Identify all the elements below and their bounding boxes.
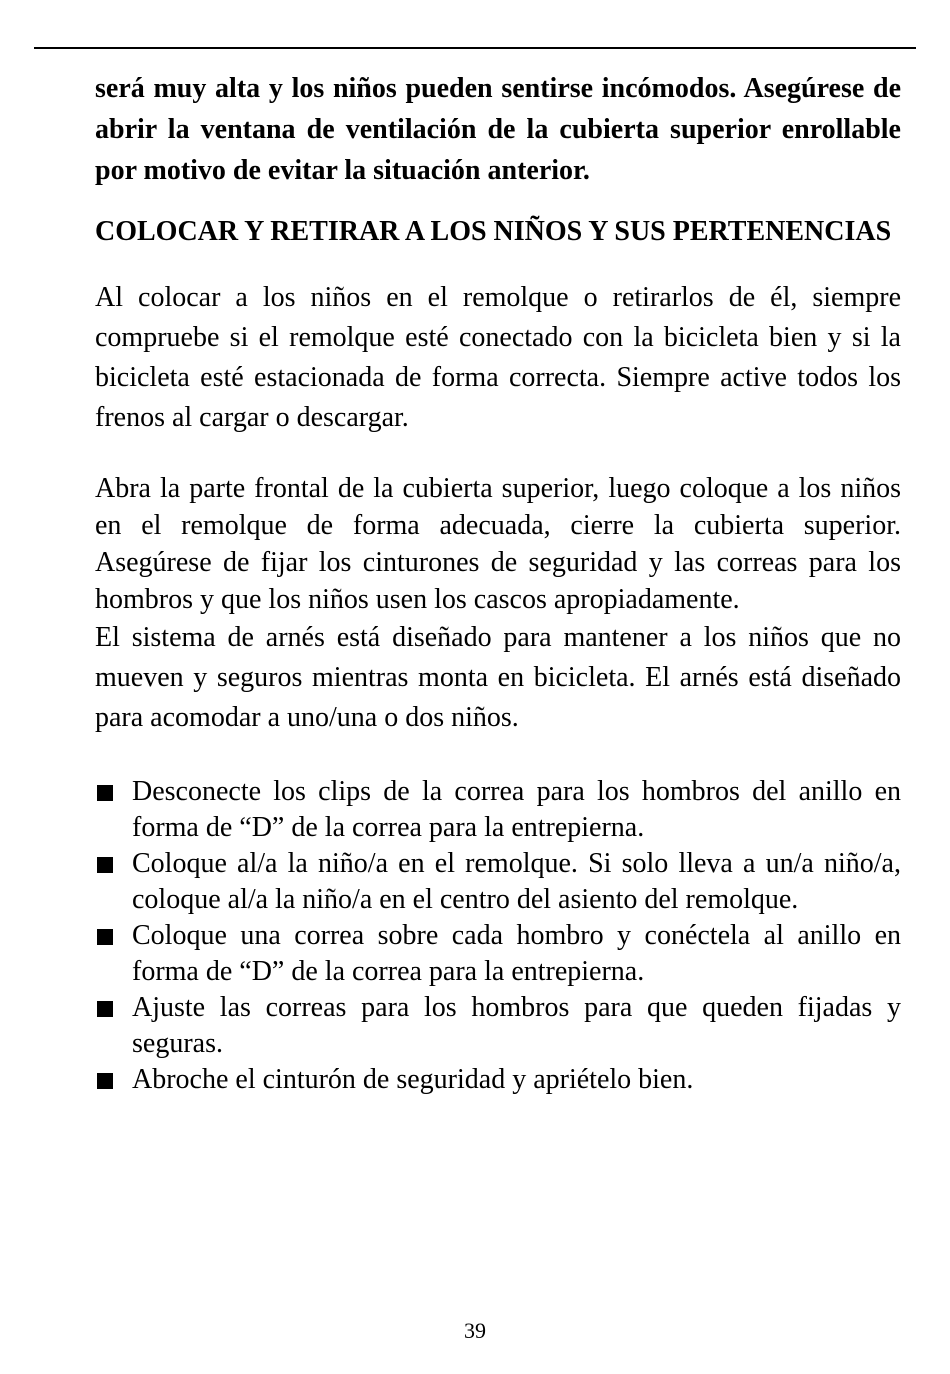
- list-item-text: Desconecte los clips de la correa para los hombros del anillo en forma de “D” de la correa para la entrepierna.: [132, 776, 901, 843]
- list-item-text: Coloque al/a la niño/a en el remolque. Si solo lleva a un/a niño/a, coloque al/a la niño/a en el centro del asiento del remolque.: [132, 848, 901, 915]
- list-item-text: Ajuste las correas para los hombros para que queden fijadas y seguras.: [132, 992, 901, 1059]
- square-bullet-icon: [97, 857, 113, 873]
- square-bullet-icon: [97, 1001, 113, 1017]
- list-item: [95, 774, 901, 846]
- list-item: [95, 1062, 901, 1098]
- square-bullet-icon: [97, 929, 113, 945]
- page-content: [95, 68, 901, 1098]
- body-paragraph: El sistema de arnés está diseñado para mantener a los niños que no mueven y seguros mientras monta en bicicleta. El arnés está diseñado para acomodar a uno/una o dos niños.: [95, 622, 901, 733]
- page-number: 39: [464, 1318, 486, 1343]
- body-paragraph: Al colocar a los niños en el remolque o retirarlos de él, siempre compruebe si el remolque esté conectado con la bicicleta bien y si la bicicleta esté estacionada de forma correcta. Siempre active todos los frenos al cargar o descargar.: [95, 282, 901, 433]
- square-bullet-icon: [97, 1073, 113, 1089]
- list-item: [95, 918, 901, 990]
- continuation-paragraph: será muy alta y los niños pueden sentirse incómodos. Asegúrese de abrir la ventana de ventilación de la cubierta superior enrollable por motivo de evitar la situación anterior.: [95, 73, 901, 186]
- section-heading: COLOCAR Y RETIRAR A LOS NIÑOS Y SUS PERTENENCIAS: [95, 216, 892, 247]
- list-item-text: Coloque una correa sobre cada hombro y conéctela al anillo en forma de “D” de la correa para la entrepierna.: [132, 920, 901, 987]
- header-rule: [34, 47, 916, 49]
- body-paragraph: Abra la parte frontal de la cubierta superior, luego coloque a los niños en el remolque de forma adecuada, cierre la cubierta superior. Asegúrese de fijar los cinturones de seguridad y las correas para los hombros y que los niños usen los cascos apropiadamente.: [95, 473, 901, 615]
- instruction-list: [95, 774, 901, 1098]
- list-item: [95, 990, 901, 1062]
- list-item: [95, 846, 901, 918]
- square-bullet-icon: [97, 785, 113, 801]
- list-item-text: Abroche el cinturón de seguridad y apriételo bien.: [132, 1064, 694, 1095]
